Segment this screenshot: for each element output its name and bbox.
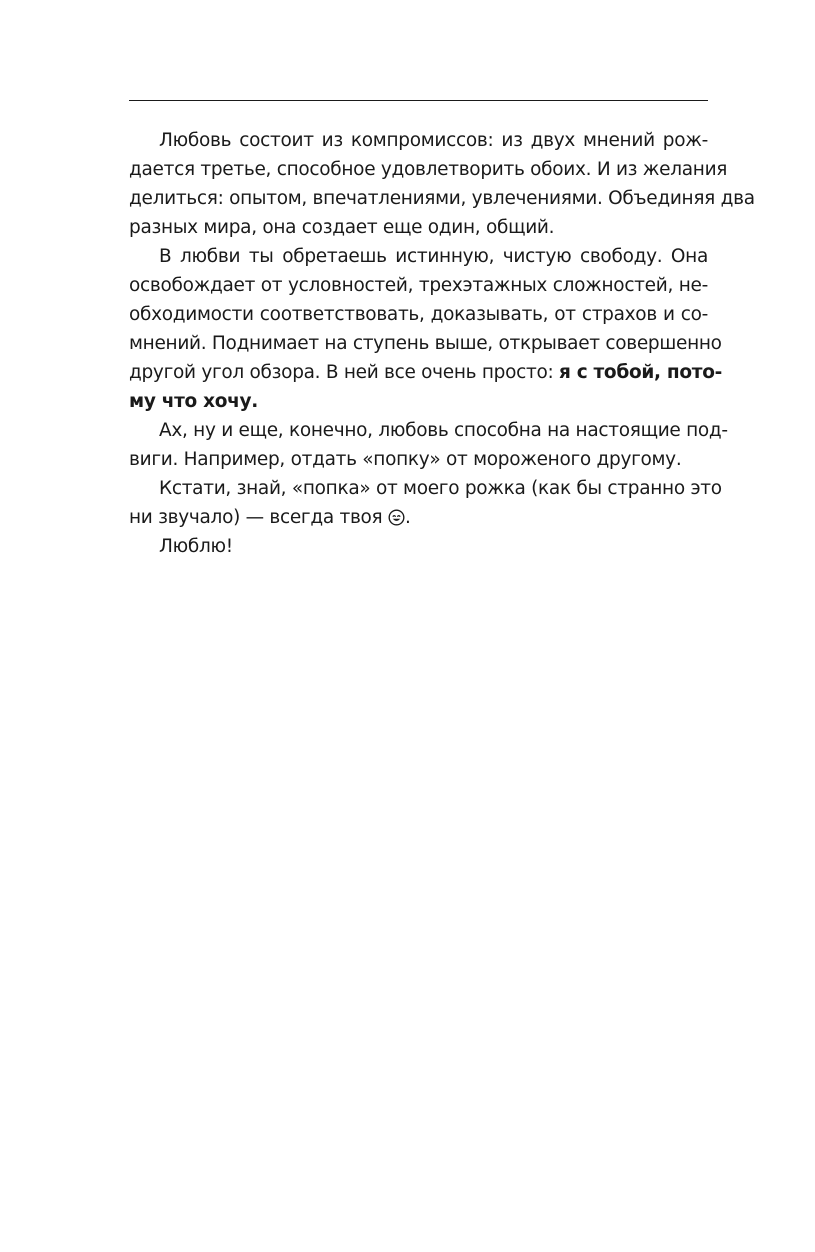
text-line: Любовь состоит из компромиссов: из двух мнений рож- bbox=[159, 130, 708, 151]
text-line: В любви ты обретаешь истинную, чистую свободу. Она bbox=[159, 246, 708, 267]
text-line: Кстати, знай, «попка» от моего рожка (как бы странно это bbox=[159, 478, 722, 499]
paragraph-compromises bbox=[129, 126, 755, 242]
text-line-with-emoji bbox=[129, 503, 708, 532]
text-line: делиться: опытом, впечатлениями, увлечениями. Объединяя два bbox=[129, 188, 755, 209]
text-line: освобождает от условностей, трехэтажных сложностей, не- bbox=[129, 275, 708, 296]
body-text bbox=[129, 126, 755, 561]
text-line: обходимости соответствовать, доказывать, от страхов и со- bbox=[129, 304, 708, 325]
text-segment: другой угол обзора. В ней все очень просто: bbox=[129, 362, 559, 383]
text-segment: ни звучало) — всегда твоя bbox=[129, 507, 388, 528]
paragraph-closing bbox=[129, 532, 708, 561]
text-line: дается третье, способное удовлетворить обоих. И из желания bbox=[129, 159, 728, 180]
text-line: Ах, ну и еще, конечно, любовь способна на настоящие под- bbox=[159, 420, 728, 441]
paragraph-freedom bbox=[129, 242, 723, 416]
bold-emphasis: му что хочу. bbox=[129, 391, 259, 412]
text-segment: . bbox=[404, 507, 411, 528]
text-line: виги. Например, отдать «попку» от мороженого другому. bbox=[129, 449, 682, 470]
paragraph-feats bbox=[129, 416, 728, 474]
text-line: разных мира, она создает еще один, общий. bbox=[129, 217, 555, 238]
header-rule bbox=[129, 100, 708, 101]
text-line: мнений. Поднимает на ступень выше, открывает совершенно bbox=[129, 333, 722, 354]
text-line-mixed bbox=[129, 358, 723, 387]
closing-line: Люблю! bbox=[159, 536, 233, 557]
bold-emphasis: я с тобой, пото- bbox=[558, 362, 723, 383]
smiling-face-icon bbox=[388, 509, 405, 526]
paragraph-cone bbox=[129, 474, 722, 532]
